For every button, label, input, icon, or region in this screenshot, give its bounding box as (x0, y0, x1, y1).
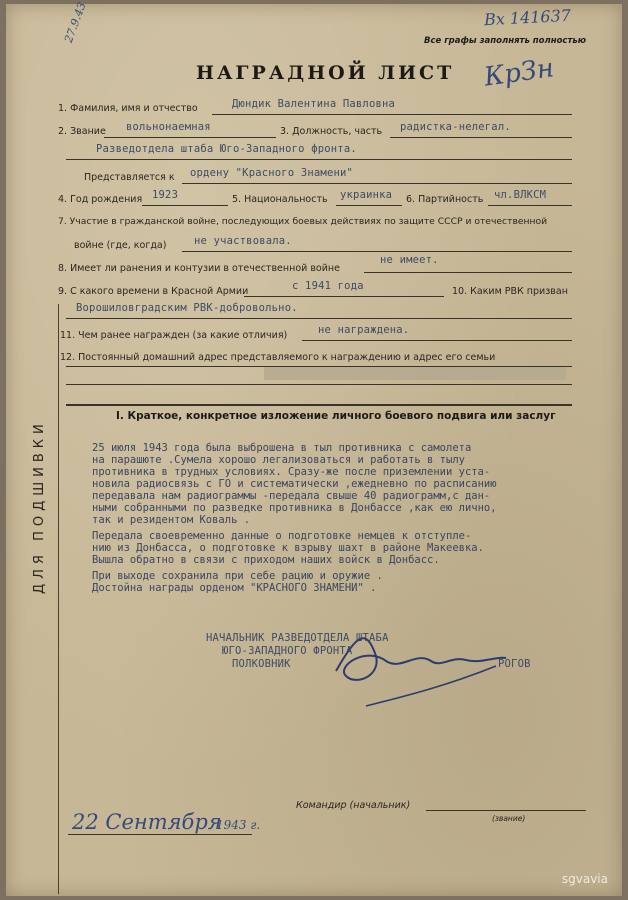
field-12-line-b (66, 384, 572, 385)
field-4-line (142, 205, 228, 206)
citation-line: на парашюте .Сумела хорошо легализоваться и работать в тылу (92, 454, 465, 466)
commander-line (426, 810, 586, 811)
field-5-line (336, 205, 402, 206)
field-12-label: 12. Постоянный домашний адрес представляемого к награждению и адрес его семьи (60, 352, 496, 363)
binding-margin-label: ДЛЯ ПОДШИВКИ (32, 419, 47, 594)
citation-line: передавала нам радиограммы -передала свыше 40 радиограмм,с дан- (92, 490, 491, 502)
page-title: НАГРАДНОЙ ЛИСТ (196, 62, 455, 84)
rank-label: (звание) (492, 814, 526, 823)
date-line (68, 834, 252, 835)
unit-line (66, 159, 572, 160)
field-7-label-a: 7. Участие в гражданской войне, последующих боевых действиях по защите СССР и отечественной (58, 216, 548, 227)
address-redaction (264, 367, 566, 380)
citation-line: Вышла обратно в связи с приходом наших войск в Донбасс. (92, 554, 440, 566)
date-year: 1943 г. (216, 818, 261, 832)
unit-value: Разведотдела штаба Юго-Западного фронта. (96, 143, 357, 155)
field-7-value: не участвовала. (194, 235, 292, 247)
citation-line: нию из Донбасса, о подготовке к взрыву шахт в районе Макеевка. (92, 542, 484, 554)
field-3-value: радистка-нелегал. (400, 121, 511, 133)
field-10-line (66, 318, 572, 319)
field-4-label: 4. Год рождения (58, 194, 143, 205)
resolution-scribble: КрЗн (482, 53, 556, 93)
field-8-line (364, 272, 572, 273)
section-divider (66, 404, 572, 406)
field-2-value: вольнонаемная (126, 121, 211, 133)
field-8-value: не имеет. (380, 254, 439, 266)
field-11-value: не награждена. (318, 324, 410, 336)
field-7-line (182, 251, 572, 252)
field-2-line (104, 137, 276, 138)
field-6-value: чл.ВЛКСМ (494, 189, 547, 201)
field-1-label: 1. Фамилия, имя и отчество (58, 103, 198, 114)
citation-line: противника в трудных условиях. Сразу-же после приземлении уста- (92, 466, 491, 478)
field-9-value: с 1941 года (292, 280, 364, 292)
citation-line: При выходе сохранила при себе рацию и оружие . (92, 570, 383, 582)
award-sheet (6, 0, 622, 896)
citation-line: так и резидентом Коваль . (92, 514, 251, 526)
field-9-line (244, 296, 444, 297)
binding-rule (58, 304, 59, 894)
citation-line: Достойна награды орденом "КРАСНОГО ЗНАМЕНИ" . (92, 582, 377, 594)
citation-line: новила радиосвязь с ГО и систематически ,ежедневно по расписанию (92, 478, 497, 490)
signature-line-1: НАЧАЛЬНИК РАЗВЕДОТДЕЛА ШТАБА (206, 632, 389, 644)
field-9-label: 9. С какого времени в Красной Армии (58, 286, 249, 297)
field-4-value: 1923 (152, 189, 179, 201)
presented-value: ордену "Красного Знамени" (190, 167, 354, 179)
date-handwritten: 22 Сентября (72, 810, 222, 834)
citation-line: 25 июля 1943 года была выброшена в тыл противника с самолета (92, 442, 472, 454)
source-watermark: sgvavia (561, 872, 608, 886)
signature-line-3: ПОЛКОВНИК (232, 658, 291, 670)
signature-line-2: ЮГО-ЗАПАДНОГО ФРОНТА (222, 645, 353, 657)
field-6-line (488, 205, 572, 206)
presented-label: Представляется к (84, 172, 175, 183)
field-6-label: 6. Партийность (406, 194, 484, 205)
field-3-label: 3. Должность, часть (280, 126, 383, 137)
archive-stamp: Вх 141637 (483, 5, 572, 30)
signature-name: РОГОВ (498, 658, 531, 670)
corner-scribble: 27.9.43 (62, 0, 89, 45)
citation-line: Передала своевременно данные о подготовке немцев к отступле- (92, 530, 472, 542)
field-2-label: 2. Звание (58, 126, 106, 137)
presented-line (182, 183, 572, 184)
instruction-note: Все графы заполнять полностью (424, 36, 587, 46)
field-10-label: 10. Каким РВК призван (452, 286, 568, 297)
field-11-label: 11. Чем ранее награжден (за какие отличия) (60, 330, 288, 341)
commander-label: Командир (начальник) (296, 800, 411, 811)
section-title: I. Краткое, конкретное изложение личного боевого подвига или заслуг (116, 410, 556, 422)
signature-scribble (306, 616, 516, 726)
field-10-value: Ворошиловградским РВК-добровольно. (76, 302, 298, 314)
field-5-value: украинка (340, 189, 393, 201)
field-1-value: Дюндик Валентина Павловна (232, 98, 396, 110)
field-5-label: 5. Национальность (232, 194, 328, 205)
field-3-line (390, 137, 572, 138)
field-8-label: 8. Имеет ли ранения и контузии в отечественной войне (58, 263, 340, 274)
citation-line: ными собранными по разведке противника в Донбассе ,как ею лично, (92, 502, 497, 514)
field-7-label-b: войне (где, когда) (74, 240, 167, 251)
field-11-line (302, 340, 572, 341)
field-1-line (212, 114, 572, 115)
